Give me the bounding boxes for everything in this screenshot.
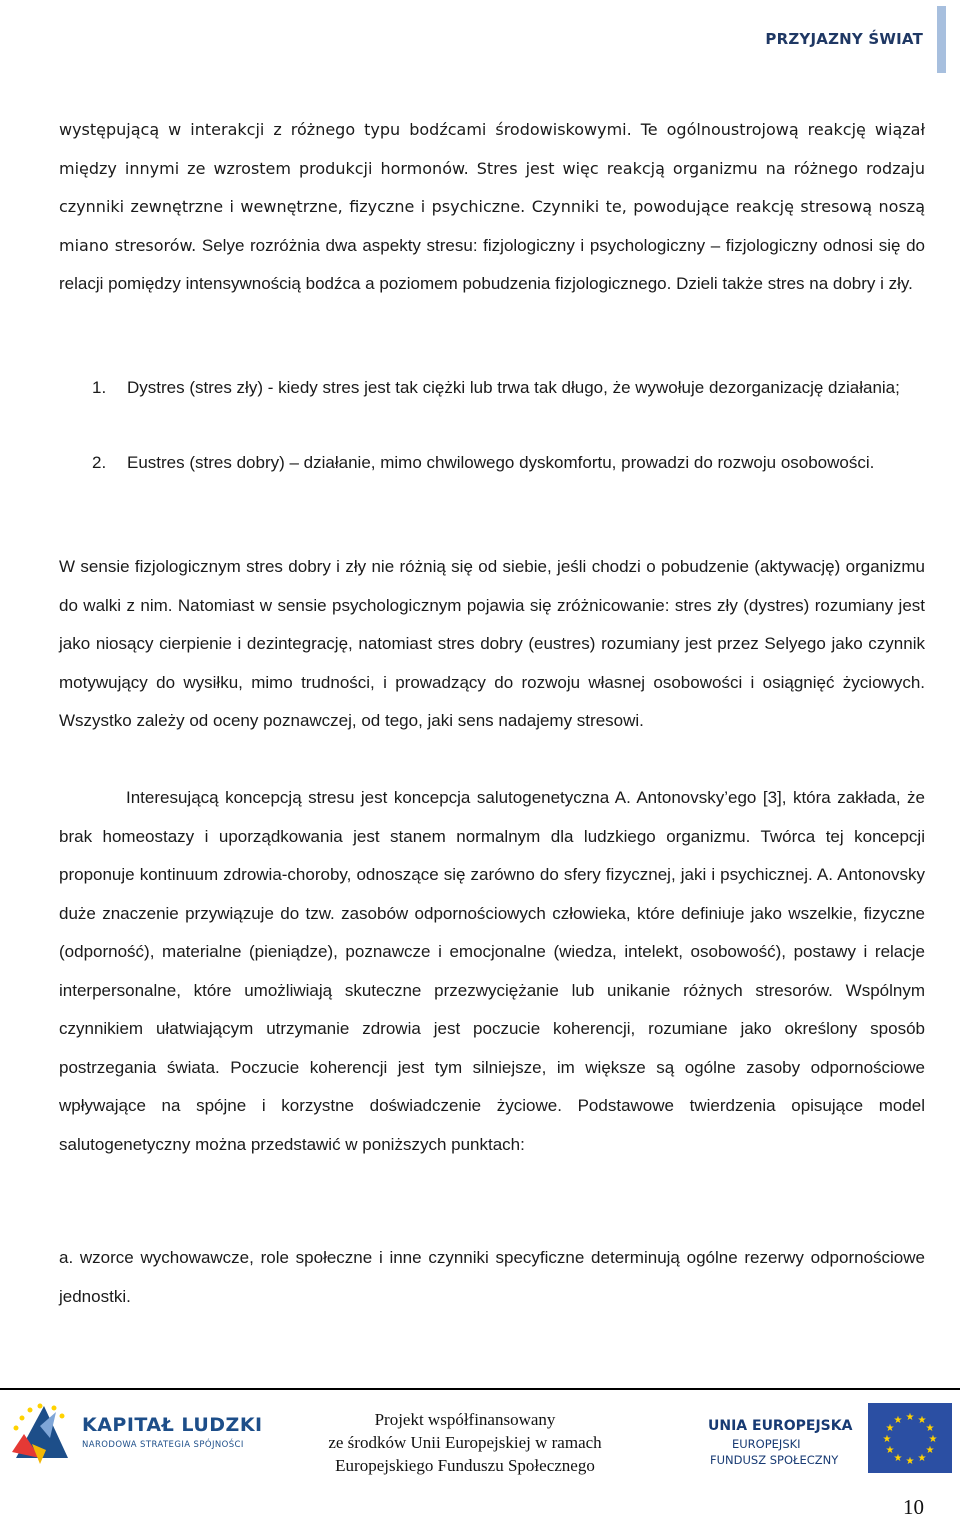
svg-text:★: ★ — [917, 1415, 927, 1426]
svg-text:★: ★ — [925, 1445, 935, 1456]
list-item-1 — [92, 369, 925, 408]
eu-logo-line-2: EUROPEJSKI — [732, 1437, 801, 1451]
paragraph-1-part-b: Selye rozróżnia dwa aspekty stresu: fizjologiczny i psychologiczny – fizjologiczny odnosi się do relacji pomiędzy intensywnością bodźca a poziomem pobudzenia fizjologicznego. Dzieli także stres na dobry i zły. — [59, 235, 925, 293]
kapital-ludzki-title: KAPITAŁ LUDZKI — [82, 1414, 263, 1436]
running-header-title: PRZYJAZNY ŚWIAT — [765, 30, 923, 48]
header-accent-bar — [937, 6, 946, 73]
list-item-number: 2. — [92, 453, 107, 472]
list-item-2 — [92, 444, 925, 483]
list-item-text: Dystres (stres zły) - kiedy stres jest tak ciężki lub trwa tak długo, że wywołuje dezorganizację działania; — [127, 378, 900, 397]
svg-text:★: ★ — [885, 1445, 895, 1456]
svg-text:★: ★ — [928, 1434, 938, 1445]
footer-divider — [0, 1388, 960, 1390]
paragraph-2: W sensie fizjologicznym stres dobry i zły nie różnią się od siebie, jeśli chodzi o pobudzenie (aktywację) organizmu do walki z nim. Natomiast w sensie psychologicznym pojawia się zróżnicowanie: stres zły (dystres) rozumiany jest jako niosący cierpienie i dezintegrację, natomiast stres dobry (eustres) rozumiany jest przez Selyego jako czynnik motywujący do wysiłku, mimo trudności, i prowadzący do rozwoju własnej osobowości i osiągnięć życiowych. Wszystko zależy od oceny poznawczej, od tego, jaki sens nadajemy stresowi. — [59, 557, 925, 730]
cofinancing-line: Projekt współfinansowany — [374, 1410, 556, 1429]
svg-text:★: ★ — [925, 1423, 935, 1434]
svg-text:★: ★ — [905, 1412, 915, 1423]
paragraph-1 — [59, 111, 925, 304]
kapital-ludzki-subtitle: NARODOWA STRATEGIA SPÓJNOŚCI — [82, 1440, 244, 1450]
page-number: 10 — [903, 1495, 924, 1519]
cofinancing-line: Europejskiego Funduszu Społecznego — [335, 1456, 595, 1475]
eu-logo-block — [708, 1403, 948, 1483]
paragraph-4: a. wzorce wychowawcze, role społeczne i inne czynniki specyficzne determinują ogólne rezerwy odpornościowe jednostki. — [59, 1248, 925, 1306]
svg-text:★: ★ — [893, 1415, 903, 1426]
svg-text:★: ★ — [917, 1453, 927, 1464]
list-item-text: Eustres (stres dobry) – działanie, mimo chwilowego dyskomfortu, prowadzi do rozwoju osobowości. — [127, 453, 875, 472]
cofinancing-note — [300, 1408, 630, 1477]
list-item-number: 1. — [92, 378, 107, 397]
eu-flag-icon — [868, 1403, 952, 1473]
eu-logo-line-1: UNIA EUROPEJSKA — [708, 1418, 853, 1434]
cofinancing-line: ze środków Unii Europejskiej w ramach — [328, 1433, 602, 1452]
eu-logo-line-3: FUNDUSZ SPOŁECZNY — [710, 1453, 839, 1467]
svg-text:★: ★ — [893, 1453, 903, 1464]
svg-text:★: ★ — [885, 1423, 895, 1434]
paragraph-1-part-a: występującą w interakcji z różnego typu bodźcami środowiskowymi. Te ogólnoustrojową reakcję wiązał między innymi ze wzrostem produkcji hormonów. Stres jest więc reakcją organizmu na różnego rodzaju czynniki zewnętrzne i wewnętrzne, fizyczne i psychiczne. Czynniki te, powodujące reakcję stresową noszą miano stresorów. — [59, 120, 925, 255]
paragraph-3: Interesującą koncepcją stresu jest koncepcja salutogenetyczna A. Antonovsky’ego [3], która zakłada, że brak homeostazy i uporządkowania jest stanem normalnym dla ludzkiego organizmu. Twórca tej koncepcji proponuje kontinuum zdrowia-choroby, odnoszące się zarówno do sfery fizycznej, jaki i psychicznej. A. Antonovsky duże znaczenie przywiązuje do tzw. zasobów odpornościowych człowieka, które definiuje jako wszelkie, fizyczne (odporność), materialne (pieniądze), poznawcze i emocjonalne (wiedza, intelekt, osobowość), postawy i relacje interpersonalne, które umożliwiają skuteczne przezwyciężanie lub unikanie różnych stresorów. Wspólnym czynnikiem ułatwiającym utrzymanie zdrowia jest poczucie koherencji, rozumiane jako określony sposób postrzegania świata. Poczucie koherencji jest tym silniejsze, im większe są ogólne zasoby odpornościowe wpływające na spójne i korzystne doświadczenie życiowe. Podstawowe twierdzenia opisujące model salutogenetyczny można przedstawić w poniższych punktach: — [59, 788, 925, 1154]
svg-text:★: ★ — [882, 1434, 892, 1445]
svg-text:★: ★ — [905, 1456, 915, 1467]
